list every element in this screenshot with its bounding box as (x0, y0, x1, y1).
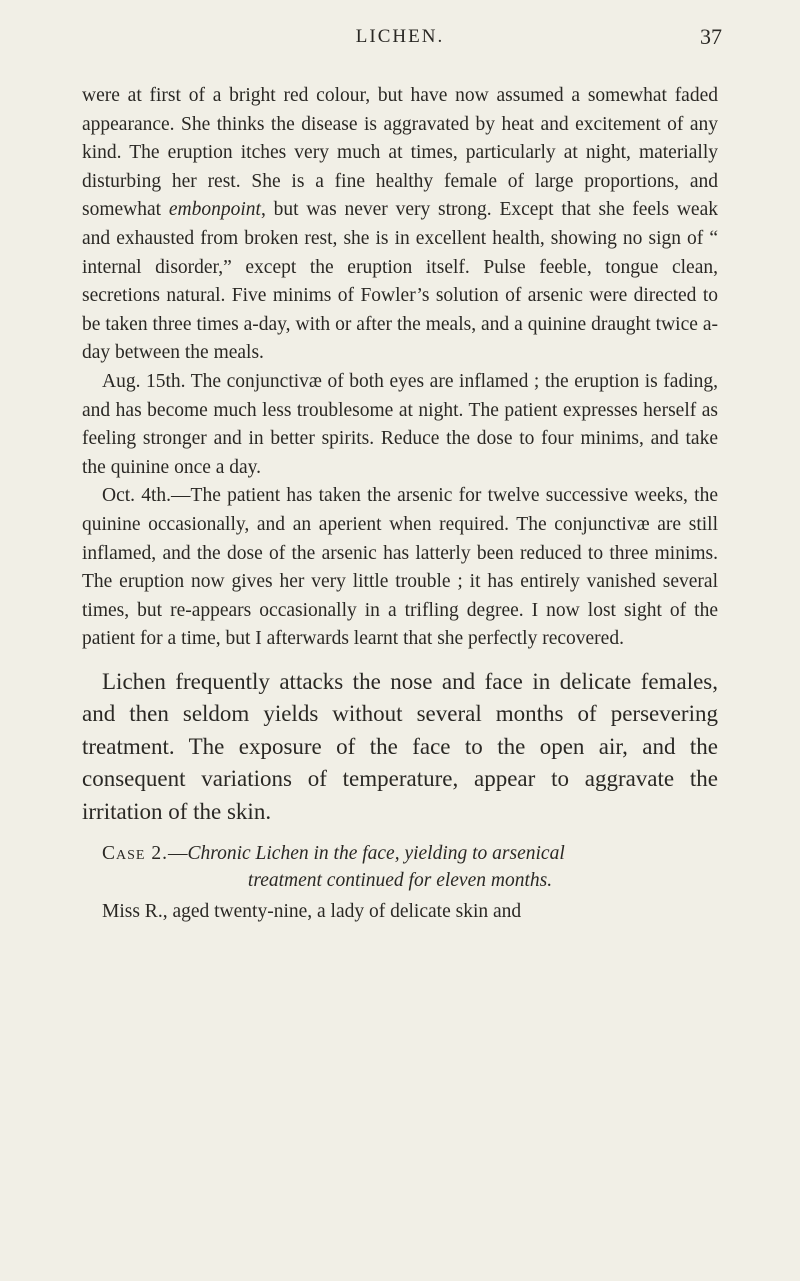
page-number: 37 (700, 24, 722, 49)
case-opening-paragraph: Miss R., aged twenty-nine, a lady of delicate skin and (102, 901, 522, 923)
commentary-paragraph: Lichen frequently attacks the nose and face in delicate females, and then seldom yields without several months of persevering treatment. The exposure of the face to the open air, and the consequent variations of temperature, appear to aggravate the irritation of the skin. (82, 668, 718, 824)
case-continuation-paragraph (82, 82, 718, 368)
case-note-aug-15: Aug. 15th. The conjunctivæ of both eyes are inflamed ; the eruption is fading, and has become much less troublesome at night. The patient expresses herself as feeling stronger and in better spirits. Reduce the dose to four minims, and take the quinine once a day. (82, 370, 718, 478)
case-dash: — (167, 843, 188, 865)
case-heading (82, 840, 718, 894)
running-head (0, 22, 800, 52)
case-note-oct-4: Oct. 4th.—The patient has taken the arsenic for twelve successive weeks, the quinine occasionally, and an aperient when required. The conjunctivæ are still inflamed, and the dose of the arsenic has latterly been reduced to three minims. The eruption now gives her very little trouble ; it has entirely vanished several times, but re-appears occasionally in a trifling degree. I now lost sight of the patient for a time, but I afterwards learnt that she perfectly recovered. (82, 485, 718, 650)
paragraph-text-end: , but was never very strong. Except that she feels weak and exhausted from broken rest, she is in excellent health, showing no sign of “ internal disorder,” except the eruption itself. Pulse feeble, tongue clean, secretions natural. Five minims of Fowler’s solution of arsenic were directed to be taken three times a-day, with or after the meals, and a quinine draught twice a-day between the meals. (82, 199, 718, 364)
italic-term: embonpoint (168, 199, 261, 221)
body-text (82, 82, 718, 927)
case-title: Chronic Lichen in the face, yielding to arsenical (187, 843, 565, 865)
case-title-continued: treatment continued for eleven months. (247, 870, 553, 892)
paragraph-text: were at first of a bright red colour, but have now assumed a somewhat faded appearance. She thinks the disease is aggravated by heat and excitement of any kind. The eruption itches very much at times, particularly at night, materially disturbing her rest. She is a fine healthy female of large proportions, and somewhat (82, 85, 718, 221)
running-title: LICHEN. (355, 26, 445, 47)
case-label: Case 2. (102, 843, 168, 865)
